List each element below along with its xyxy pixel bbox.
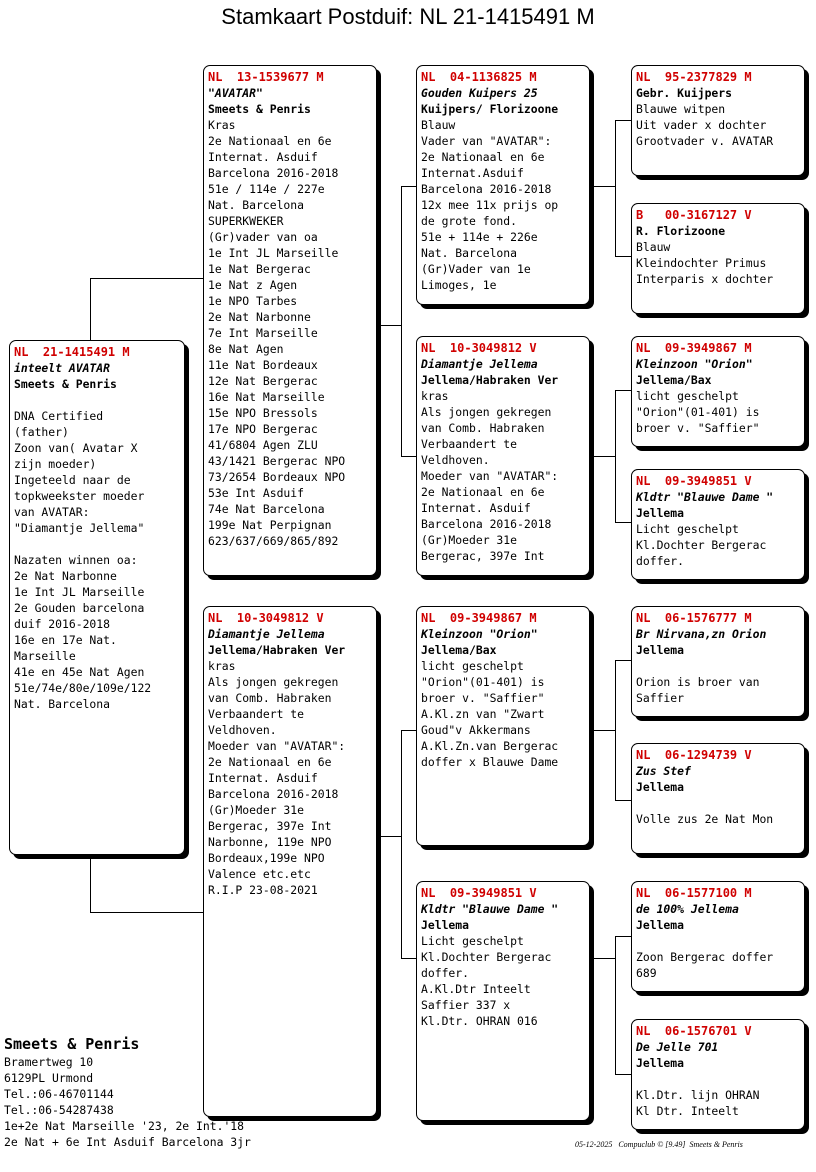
info-line: Nat. Barcelona: [421, 246, 518, 260]
info-line: Barcelona 2016-2018: [208, 166, 339, 180]
connector-line: [380, 325, 401, 326]
info-line: "Orion"(01-401) is: [636, 405, 760, 419]
owner-line: 1e+2e Nat Marseille '23, 2e Int.'18: [4, 1119, 245, 1133]
info-line: 623/637/669/865/892: [208, 534, 339, 548]
info-line: 12x mee 11x prijs op: [421, 198, 559, 212]
father-card: [203, 65, 377, 576]
breeder-name: Gebr. Kuijpers: [636, 86, 733, 100]
info-line: Barcelona 2016-2018: [421, 517, 552, 531]
pigeon-name: Diamantje Jellema: [421, 357, 538, 371]
ring-number: NL 13-1539677 M: [208, 70, 324, 84]
page-title: Stamkaart Postduif: NL 21-1415491 M: [221, 4, 595, 29]
info-line: Kl.Dochter Bergerac: [636, 538, 767, 552]
pigeon-name: Br Nirvana,zn Orion: [636, 627, 767, 641]
owner-line: Tel.:06-46701144: [4, 1087, 114, 1101]
breeder-name: Jellema: [636, 918, 685, 932]
great-grandparent-card-fmf: [631, 336, 805, 447]
info-line: Veldhoven.: [421, 453, 490, 467]
pigeon-name: Diamantje Jellema: [208, 627, 325, 641]
info-line: [636, 1071, 800, 1087]
pigeon-name: Zus Stef: [636, 764, 691, 778]
maternal-grandfather-card: [416, 606, 590, 846]
breeder-name: Jellema: [636, 780, 685, 794]
info-line: 199e Nat Perpignan: [208, 518, 332, 532]
info-line: 51e / 114e / 227e: [208, 182, 325, 196]
ring-number: NL 09-3949867 M: [636, 341, 752, 355]
owner-line: Tel.:06-54287438: [4, 1103, 114, 1117]
info-line: Uit vader x dochter: [636, 118, 767, 132]
info-line: de grote fond.: [421, 214, 518, 228]
info-line: Verbaandert te: [421, 437, 518, 451]
connector-line: [594, 186, 615, 187]
info-line: 1e Nat z Agen: [208, 278, 298, 292]
info-line: 1e Int JL Marseille: [208, 246, 339, 260]
pigeon-name: Kleinzoon "Orion": [636, 357, 753, 371]
info-line: Saffier: [636, 691, 685, 705]
pigeon-name: "AVATAR": [208, 86, 263, 100]
info-line: Ingeteeld naar de: [14, 473, 131, 487]
info-line: 17e NPO Bergerac: [208, 422, 318, 436]
info-line: R.I.P 23-08-2021: [208, 883, 318, 897]
info-line: 2e Nat Narbonne: [208, 310, 311, 324]
info-line: Internat. Asduif: [421, 501, 531, 515]
info-line: Bordeaux,199e NPO: [208, 851, 325, 865]
info-line: A.Kl.Dtr Inteelt: [421, 982, 531, 996]
connector-line: [90, 278, 204, 279]
info-line: Blauw: [421, 118, 456, 132]
info-line: 2e Gouden barcelona: [14, 601, 145, 615]
info-line: broer v. "Saffier": [421, 691, 545, 705]
info-line: Licht geschelpt: [421, 934, 524, 948]
info-line: 1e Nat Bergerac: [208, 262, 311, 276]
info-line: Bergerac, 397e Int: [208, 819, 332, 833]
info-line: 1e NPO Tarbes: [208, 294, 298, 308]
breeder-name: Jellema: [636, 643, 685, 657]
connector-line: [615, 800, 632, 801]
info-line: Zoon van( Avatar X: [14, 441, 138, 455]
connector-line: [401, 730, 417, 731]
info-line: [636, 658, 800, 674]
pigeon-name: de 100% Jellema: [636, 902, 739, 916]
info-line: Kl.Dtr. OHRAN 016: [421, 1014, 538, 1028]
info-line: 43/1421 Bergerac NPO: [208, 454, 346, 468]
connector-line: [380, 836, 401, 837]
connector-line: [401, 958, 417, 959]
owner-line: 6129PL Urmond: [4, 1071, 94, 1085]
info-line: Kras: [208, 118, 236, 132]
info-line: Goud"v Akkermans: [421, 723, 531, 737]
info-line: 51e/74e/80e/109e/122: [14, 681, 152, 695]
connector-line: [594, 730, 615, 731]
ring-number: NL 95-2377829 M: [636, 70, 752, 84]
info-line: 689: [636, 966, 657, 980]
info-line: Blauw: [636, 240, 671, 254]
info-line: van Comb. Habraken: [208, 691, 332, 705]
connector-line: [401, 730, 402, 958]
info-line: [14, 536, 180, 552]
info-line: Internat. Asduif: [208, 150, 318, 164]
breeder-name: Jellema/Bax: [421, 643, 497, 657]
info-line: Barcelona 2016-2018: [208, 787, 339, 801]
info-line: 16e en 17e Nat.: [14, 633, 117, 647]
breeder-name: Smeets & Penris: [208, 102, 311, 116]
info-line: Nat. Barcelona: [14, 697, 111, 711]
info-line: Bergerac, 397e Int: [421, 549, 545, 563]
info-line: [14, 392, 180, 408]
info-line: 1e Int JL Marseille: [14, 585, 145, 599]
info-line: doffer.: [421, 966, 470, 980]
info-line: Zoon Bergerac doffer: [636, 950, 774, 964]
ring-number: NL 06-1294739 V: [636, 748, 752, 762]
connector-line: [594, 456, 615, 457]
info-line: DNA Certified: [14, 409, 104, 423]
ring-number: NL 06-1577100 M: [636, 886, 752, 900]
info-line: Marseille: [14, 649, 76, 663]
connector-line: [401, 186, 417, 187]
info-line: 8e Nat Agen: [208, 342, 284, 356]
breeder-name: Jellema: [636, 506, 685, 520]
pigeon-name: Kldtr "Blauwe Dame ": [636, 490, 774, 504]
pigeon-name: Kleinzoon "Orion": [421, 627, 538, 641]
breeder-name: Jellema: [421, 918, 470, 932]
connector-line: [401, 186, 402, 456]
info-line: Kleindochter Primus: [636, 256, 767, 270]
breeder-name: Jellema/Habraken Ver: [421, 373, 559, 387]
info-line: Nazaten winnen oa:: [14, 553, 138, 567]
info-line: Valence etc.etc: [208, 867, 311, 881]
info-line: broer v. "Saffier": [636, 421, 760, 435]
paternal-grandmother-card: [416, 336, 590, 576]
info-line: (Gr)Moeder 31e: [421, 533, 518, 547]
info-line: Kl.Dochter Bergerac: [421, 950, 552, 964]
maternal-grandmother-card: [416, 881, 590, 1121]
info-line: van AVATAR:: [14, 505, 90, 519]
connector-line: [615, 256, 632, 257]
great-grandparent-card-mff: [631, 606, 805, 717]
info-line: 2e Nationaal en 6e: [208, 134, 332, 148]
info-line: 53e Int Asduif: [208, 486, 305, 500]
connector-line: [615, 1074, 632, 1075]
info-line: 2e Nationaal en 6e: [421, 150, 545, 164]
info-line: Volle zus 2e Nat Mon: [636, 812, 774, 826]
connector-line: [615, 936, 616, 1074]
great-grandparent-card-fff: [631, 65, 805, 176]
info-line: A.Kl.Zn.van Bergerac: [421, 739, 559, 753]
pigeon-name: inteelt AVATAR: [14, 361, 111, 375]
info-line: Licht geschelpt: [636, 522, 739, 536]
connector-line: [615, 120, 632, 121]
paternal-grandfather-card: [416, 65, 590, 305]
info-line: Grootvader v. AVATAR: [636, 134, 774, 148]
info-line: Als jongen gekregen: [208, 675, 339, 689]
info-line: [636, 933, 800, 949]
connector-line: [615, 390, 632, 391]
info-line: 12e Nat Bergerac: [208, 374, 318, 388]
ring-number: NL 09-3949867 M: [421, 611, 537, 625]
ring-number: NL 21-1415491 M: [14, 345, 130, 359]
ring-number: NL 06-1576777 M: [636, 611, 752, 625]
ring-number: NL 10-3049812 V: [421, 341, 537, 355]
info-line: Orion is broer van: [636, 675, 760, 689]
connector-line: [615, 660, 616, 800]
breeder-name: Jellema: [636, 1056, 685, 1070]
great-grandparent-card-ffm: [631, 203, 805, 314]
info-line: duif 2016-2018: [14, 617, 111, 631]
connector-line: [615, 660, 632, 661]
connector-line: [594, 958, 615, 959]
connector-line: [615, 120, 616, 256]
info-line: doffer x Blauwe Dame: [421, 755, 559, 769]
info-line: Kl.Dtr. lijn OHRAN: [636, 1088, 760, 1102]
info-line: kras: [421, 389, 449, 403]
info-line: 73/2654 Bordeaux NPO: [208, 470, 346, 484]
info-line: 2e Nat Narbonne: [14, 569, 117, 583]
info-line: licht geschelpt: [636, 389, 739, 403]
pigeon-name: De Jelle 701: [636, 1040, 719, 1054]
great-grandparent-card-mfm: [631, 743, 805, 854]
ring-number: NL 10-3049812 V: [208, 611, 324, 625]
info-line: A.Kl.zn van "Zwart: [421, 707, 545, 721]
info-line: Interparis x dochter: [636, 272, 774, 286]
info-line: Vader van "AVATAR":: [421, 134, 552, 148]
ring-number: NL 06-1576701 V: [636, 1024, 752, 1038]
owner-line: Bramertweg 10: [4, 1055, 94, 1069]
info-line: 74e Nat Barcelona: [208, 502, 325, 516]
info-line: (Gr)Vader van 1e: [421, 262, 531, 276]
info-line: Verbaandert te: [208, 707, 305, 721]
ring-number: NL 09-3949851 V: [421, 886, 537, 900]
subject-card: [9, 340, 185, 855]
breeder-name: Jellema/Habraken Ver: [208, 643, 346, 657]
owner-block: [4, 1034, 251, 1150]
info-line: Saffier 337 x: [421, 998, 511, 1012]
info-line: Kl Dtr. Inteelt: [636, 1104, 739, 1118]
info-line: topkweekster moeder: [14, 489, 145, 503]
info-line: doffer.: [636, 554, 685, 568]
info-line: zijn moeder): [14, 457, 97, 471]
info-line: 16e Nat Marseille: [208, 390, 325, 404]
great-grandparent-card-mmf: [631, 881, 805, 992]
info-line: van Comb. Habraken: [421, 421, 545, 435]
info-line: (father): [14, 425, 69, 439]
info-line: 41/6804 Agen ZLU: [208, 438, 318, 452]
info-line: Veldhoven.: [208, 723, 277, 737]
info-line: Blauwe witpen: [636, 102, 726, 116]
breeder-name: R. Florizoone: [636, 224, 726, 238]
info-line: 7e Int Marseille: [208, 326, 318, 340]
info-line: [636, 795, 800, 811]
info-line: 2e Nationaal en 6e: [208, 755, 332, 769]
info-line: Moeder van "AVATAR":: [421, 469, 559, 483]
owner-name: Smeets & Penris: [4, 1035, 140, 1053]
info-line: 2e Nationaal en 6e: [421, 485, 545, 499]
footer-text: 05-12-2025 Compuclub © [9.49] Smeets & Penris: [575, 1140, 743, 1149]
info-line: (Gr)Moeder 31e: [208, 803, 305, 817]
connector-line: [615, 522, 632, 523]
pigeon-name: Kldtr "Blauwe Dame ": [421, 902, 559, 916]
connector-line: [615, 390, 616, 522]
ring-number: NL 09-3949851 V: [636, 474, 752, 488]
breeder-name: Kuijpers/ Florizoone: [421, 102, 559, 116]
connector-line: [615, 936, 632, 937]
info-line: (Gr)vader van oa: [208, 230, 318, 244]
info-line: Limoges, 1e: [421, 278, 497, 292]
info-line: 41e en 45e Nat Agen: [14, 665, 145, 679]
info-line: kras: [208, 659, 236, 673]
breeder-name: Jellema/Bax: [636, 373, 712, 387]
info-line: Moeder van "AVATAR":: [208, 739, 346, 753]
ring-number: NL 04-1136825 M: [421, 70, 537, 84]
connector-line: [90, 855, 91, 912]
great-grandparent-card-mmm: [631, 1019, 805, 1130]
info-line: Narbonne, 119e NPO: [208, 835, 332, 849]
pigeon-name: Gouden Kuipers 25: [421, 86, 538, 100]
info-line: Barcelona 2016-2018: [421, 182, 552, 196]
info-line: "Diamantje Jellema": [14, 521, 145, 535]
breeder-name: Smeets & Penris: [14, 377, 117, 391]
info-line: 15e NPO Bressols: [208, 406, 318, 420]
connector-line: [401, 456, 417, 457]
info-line: 51e + 114e + 226e: [421, 230, 538, 244]
info-line: Internat. Asduif: [208, 771, 318, 785]
great-grandparent-card-fmm: [631, 469, 805, 580]
info-line: Internat.Asduif: [421, 166, 524, 180]
info-line: SUPERKWEKER: [208, 214, 284, 228]
connector-line: [90, 912, 204, 913]
info-line: Als jongen gekregen: [421, 405, 552, 419]
owner-line: 2e Nat + 6e Int Asduif Barcelona 3jr: [4, 1135, 251, 1149]
info-line: "Orion"(01-401) is: [421, 675, 545, 689]
info-line: 11e Nat Bordeaux: [208, 358, 318, 372]
ring-number: B 00-3167127 V: [636, 208, 752, 222]
info-line: Nat. Barcelona: [208, 198, 305, 212]
info-line: licht geschelpt: [421, 659, 524, 673]
connector-line: [90, 278, 91, 341]
